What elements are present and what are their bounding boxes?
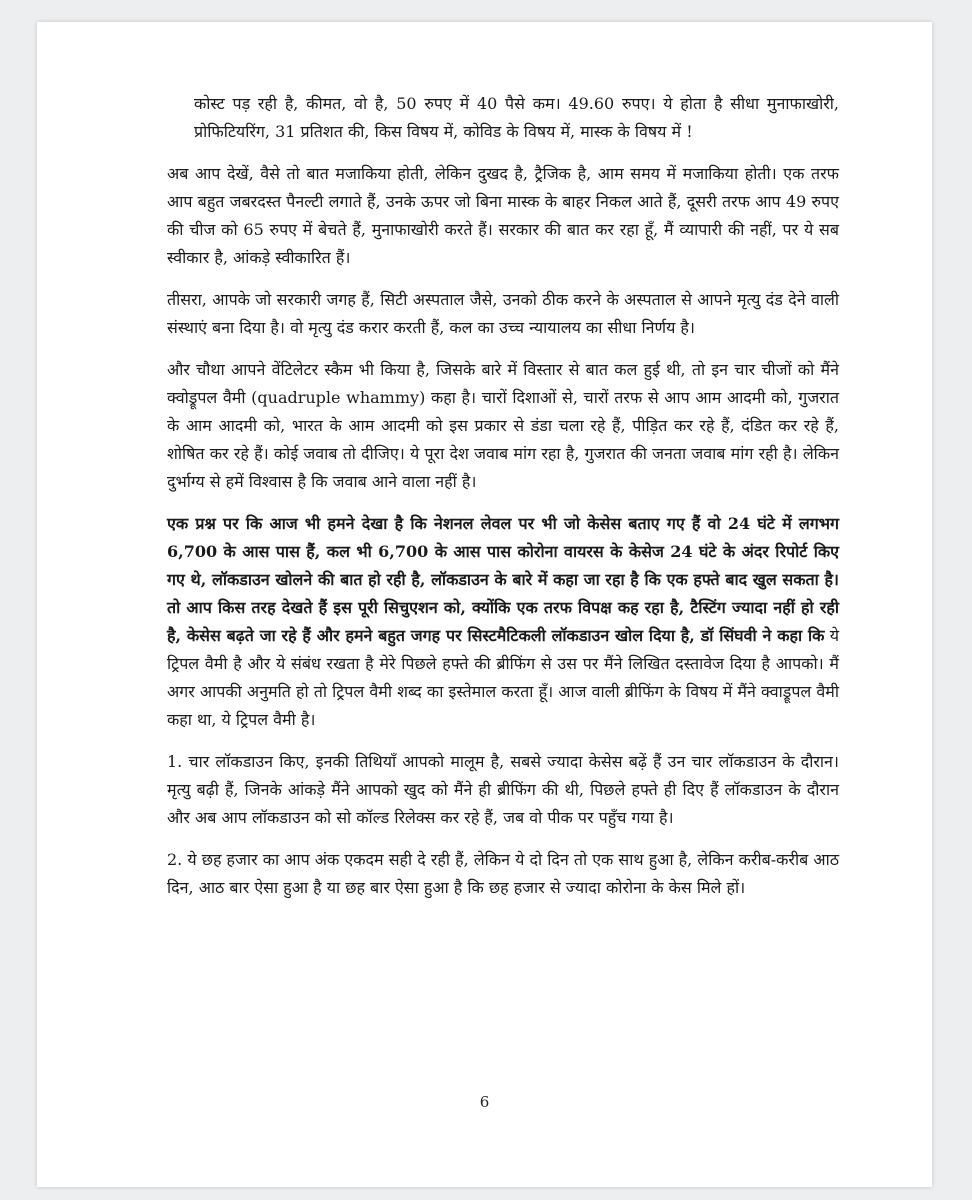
point-2: 2. ये छह हजार का आप अंक एकदम सही दे रही हैं, लेकिन ये दो दिन तो एक साथ हुआ है, लेकिन करीब-करीब आठ दिन, आठ बार ऐसा हुआ है या छह बार ऐसा हुआ है कि छह हजार से ज्यादा कोरोना के केस मिले हों। <box>167 850 839 897</box>
paragraph-mask-price: कोस्ट पड़ रही है, कीमत, वो है, 50 रुपए में 40 पैसे कम। 49.60 रुपए। ये होता है सीधा मुनाफाखोरी, प्रोफिटियरिंग, 31 प्रतिशत की, किस विषय में, कोविड के विषय में, मास्क के विषय में ! <box>194 94 839 141</box>
paragraph-question-answer <box>167 510 839 734</box>
page-number: 6 <box>479 1093 490 1111</box>
paragraph-hospitals: तीसरा, आपके जो सरकारी जगह हैं, सिटी अस्पताल जैसे, उनको ठीक करने के अस्पताल से आपने मृत्यु दंड देने वाली संस्थाएं बना दिया है। वो मृत्यु दंड करार करती हैं, कल का उच्च न्यायालय का सीधा निर्णय है। <box>167 290 839 337</box>
answer-text: ये ट्रिपल वैमी है और ये संबंध रखता है मेरे पिछले हफ्ते की ब्रीफिंग से उस पर मैंने लिखित दस्तावेज दिया है आपको। मैं अगर आपकी अनुमति हो तो ट्रिपल वैमी शब्द का इस्तेमाल करता हूँ। आज वाली ब्रीफिंग के विषय में मैंने क्वाड्रूपल वैमी कहा था, ये ट्रिपल वैमी है। <box>167 626 839 729</box>
paragraph-profiteering: अब आप देखें, वैसे तो बात मजाकिया होती, लेकिन दुखद है, ट्रैजिक है, आम समय में मजाकिया होती। एक तरफ आप बहुत जबरदस्त पैनल्टी लगाते हैं, उनके ऊपर जो बिना मास्क के बाहर निकल आते हैं, दूसरी तरफ आप 49 रुपए की चीज को 65 रुपए में बेचते हैं, मुनाफाखोरी करते हैं। सरकार की बात कर रहा हूँ, मैं व्यापारी की नहीं, पर ये सब स्वीकार है, आंकड़े स्वीकारित हैं। <box>167 164 839 267</box>
document-page <box>37 22 932 1187</box>
paragraph-ventilator-scam: और चौथा आपने वेंटिलेटर स्कैम भी किया है, जिसके बारे में विस्तार से बात कल हुई थी, तो इन चार चीजों को मैंने क्वोड्रूपल वैमी (quadruple whammy) कहा है। चारों दिशाओं से, चारों तरफ से आप आम आदमी को, गुजरात के आम आदमी को, भारत के आम आदमी को इस प्रकार से डंडा चला रहे हैं, पीड़ित कर रहे हैं, दंडित कर रहे हैं, शोषित कर रहे हैं। कोई जवाब तो दीजिए। ये पूरा देश जवाब मांग रहा है, गुजरात की जनता जवाब मांग रही है। लेकिन दुर्भाग्य से हमें विश्वास है कि जवाब आने वाला नहीं है। <box>167 360 839 491</box>
question-text: एक प्रश्न पर कि आज भी हमने देखा है कि नेशनल लेवल पर भी जो केसेस बताए गए हैं वो 24 घंटे में लगभग 6,700 के आस पास हैं, कल भी 6,700 के आस पास कोरोना वायरस के केसेज 24 घंटे के अंदर रिपोर्ट किए गए थे, लॉकडाउन खोलने की बात हो रही है, लॉकडाउन के बारे में कहा जा रहा है कि एक हफ्ते बाद खुल सकता है। तो आप किस तरह देखते हैं इस पूरी सिचुएशन को, क्योंकि एक तरफ विपक्ष कह रहा है, टैस्टिंग ज्यादा नहीं हो रही है, केसेस बढ़ते जा रहे हैं और हमने बहुत जगह पर सिस्टमैटिकली लॉकडाउन खोल दिया है, डॉ सिंघवी ने कहा कि <box>167 514 839 645</box>
point-1: 1. चार लॉकडाउन किए, इनकी तिथियाँ आपको मालूम है, सबसे ज्यादा केसेस बढ़ें हैं उन चार लॉकडाउन के दौरान। मृत्यु बढ़ी हैं, जिनके आंकड़े मैंने आपको खुद को मैंने ही ब्रीफिंग की थी, पिछले हफ्ते ही दिए हैं लॉकडाउन के दौरान और अब आप लॉकडाउन को सो कॉल्ड रिलेक्स कर रहे हैं, जब वो पीक पर पहुँच गया है। <box>167 752 839 827</box>
page-body <box>167 90 839 916</box>
